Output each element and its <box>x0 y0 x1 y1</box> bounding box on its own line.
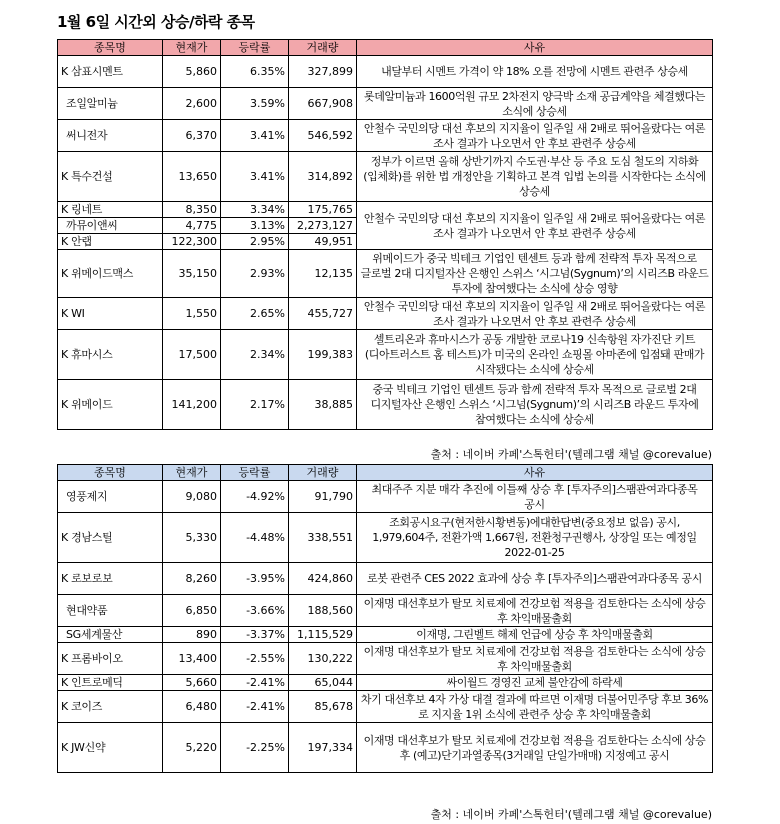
stock-name: K 코이즈 <box>58 691 163 723</box>
header-price: 현재가 <box>163 465 221 481</box>
stock-name: K 삼표시멘트 <box>58 56 163 88</box>
stock-name: K 경남스틸 <box>58 513 163 563</box>
rising-stocks-table <box>57 39 713 430</box>
table-row <box>58 120 713 152</box>
stock-price: 8,350 <box>163 202 221 218</box>
stock-change: -3.37% <box>221 627 289 643</box>
stock-name: 조일알미늄 <box>58 88 163 120</box>
stock-volume: 1,115,529 <box>289 627 357 643</box>
stock-name: 까뮤이앤씨 <box>58 218 163 234</box>
stock-name: K 위메이드맥스 <box>58 250 163 298</box>
stock-price: 1,550 <box>163 298 221 330</box>
stock-volume: 546,592 <box>289 120 357 152</box>
stock-change: 2.93% <box>221 250 289 298</box>
page-title: 1월 6일 시간외 상승/하락 종목 <box>57 13 255 31</box>
stock-volume: 327,899 <box>289 56 357 88</box>
table-row <box>58 88 713 120</box>
stock-change: 2.34% <box>221 330 289 380</box>
stock-volume: 2,273,127 <box>289 218 357 234</box>
stock-change: -2.41% <box>221 675 289 691</box>
stock-change: 2.95% <box>221 234 289 250</box>
header-name: 종목명 <box>58 40 163 56</box>
stock-reason: 위메이드가 중국 빅테크 기업인 텐센트 등과 함께 전략적 투자 목적으로 글로벌 2대 디지털자산 은행인 스위스 ‘시그넘(Sygnum)’의 시리즈B 라운드 투자에 참여했다는 소식에 상승 영향 <box>357 250 713 298</box>
stock-price: 5,330 <box>163 513 221 563</box>
header-change: 등락률 <box>221 40 289 56</box>
stock-name: K 안랩 <box>58 234 163 250</box>
table-row <box>58 643 713 675</box>
stock-change: 3.34% <box>221 202 289 218</box>
stock-volume: 65,044 <box>289 675 357 691</box>
stock-reason: 내달부터 시멘트 가격이 약 18% 오를 전망에 시멘트 관련주 상승세 <box>357 56 713 88</box>
stock-volume: 338,551 <box>289 513 357 563</box>
stock-volume: 199,383 <box>289 330 357 380</box>
stock-reason: 로봇 관련주 CES 2022 효과에 상승 후 [투자주의]스팸관여과다종목 공시 <box>357 563 713 595</box>
stock-price: 5,220 <box>163 723 221 773</box>
stock-change: -2.25% <box>221 723 289 773</box>
stock-reason: 이재명, 그린벨트 해제 언급에 상승 후 차익매물출회 <box>357 627 713 643</box>
falling-stocks-table <box>57 464 713 773</box>
stock-reason: 안철수 국민의당 대선 후보의 지지율이 일주일 새 2배로 뛰어올랐다는 여론 조사 결과가 나오면서 안 후보 관련주 상승세 <box>357 298 713 330</box>
stock-volume: 49,951 <box>289 234 357 250</box>
stock-change: -4.92% <box>221 481 289 513</box>
stock-name: K 로보로보 <box>58 563 163 595</box>
stock-name: SG세계물산 <box>58 627 163 643</box>
stock-name: K WI <box>58 298 163 330</box>
stock-change: -2.41% <box>221 691 289 723</box>
stock-volume: 91,790 <box>289 481 357 513</box>
stock-reason: 이재명 대선후보가 탈모 치료제에 건강보험 적용을 검토한다는 소식에 상승 후 차익매물출회 <box>357 643 713 675</box>
stock-reason: 차기 대선후보 4자 가상 대결 결과에 따르면 이재명 더불어민주당 후보 36%로 지지율 1위 소식에 관련주 상승 후 차익매물출회 <box>357 691 713 723</box>
stock-reason: 조회공시요구(현저한시황변동)에대한답변(중요정보 없음) 공시, 1,979,604주, 전환가액 1,667원, 전환청구권행사, 상장일 또는 예정일 2022-01-25 <box>357 513 713 563</box>
stock-volume: 12,135 <box>289 250 357 298</box>
stock-price: 17,500 <box>163 330 221 380</box>
stock-name: K 휴마시스 <box>58 330 163 380</box>
stock-reason: 싸이월드 경영진 교체 불안감에 하락세 <box>357 675 713 691</box>
stock-change: -3.66% <box>221 595 289 627</box>
table-row <box>58 595 713 627</box>
stock-change: -4.48% <box>221 513 289 563</box>
stock-reason: 셀트리온과 휴마시스가 공동 개발한 코로나19 신속항원 자가진단 키트(디아트러스트 홈 테스트)가 미국의 온라인 쇼핑몰 아마존에 입점돼 판매가 시작됐다는 소식에 상승세 <box>357 330 713 380</box>
stock-volume: 197,334 <box>289 723 357 773</box>
table-row <box>58 691 713 723</box>
stock-change: -2.55% <box>221 643 289 675</box>
table-row <box>58 298 713 330</box>
header-change: 등락률 <box>221 465 289 481</box>
source-note: 출처 : 네이버 카페'스톡헌터'(텔레그램 채널 @corevalue) <box>430 808 712 821</box>
stock-volume: 424,860 <box>289 563 357 595</box>
stock-name: K 프롬바이오 <box>58 643 163 675</box>
stock-price: 6,370 <box>163 120 221 152</box>
stock-price: 122,300 <box>163 234 221 250</box>
table-row <box>58 152 713 202</box>
stock-price: 4,775 <box>163 218 221 234</box>
stock-price: 13,400 <box>163 643 221 675</box>
stock-change: -3.95% <box>221 563 289 595</box>
stock-name: K 특수건설 <box>58 152 163 202</box>
stock-reason: 안철수 국민의당 대선 후보의 지지율이 일주일 새 2배로 뛰어올랐다는 여론 조사 결과가 나오면서 안 후보 관련주 상승세 <box>357 202 713 250</box>
stock-volume: 455,727 <box>289 298 357 330</box>
stock-volume: 38,885 <box>289 380 357 430</box>
stock-name: K 위메이드 <box>58 380 163 430</box>
table-header-row <box>58 465 713 481</box>
table-row <box>58 675 713 691</box>
stock-name: 현대약품 <box>58 595 163 627</box>
header-name: 종목명 <box>58 465 163 481</box>
stock-price: 141,200 <box>163 380 221 430</box>
header-volume: 거래량 <box>289 40 357 56</box>
stock-reason: 이재명 대선후보가 탈모 치료제에 건강보험 적용을 검토한다는 소식에 상승 후 (예고)단기과열종목(3거래일 단일가매매) 지정예고 공시 <box>357 723 713 773</box>
stock-reason: 롯데알미늄과 1600억원 규모 2차전지 양극박 소재 공급계약을 체결했다는 소식에 상승세 <box>357 88 713 120</box>
stock-name: K 링네트 <box>58 202 163 218</box>
stock-change: 3.13% <box>221 218 289 234</box>
stock-price: 5,660 <box>163 675 221 691</box>
stock-volume: 175,765 <box>289 202 357 218</box>
table-row <box>58 723 713 773</box>
stock-price: 5,860 <box>163 56 221 88</box>
table-row <box>58 481 713 513</box>
stock-price: 9,080 <box>163 481 221 513</box>
header-reason: 사유 <box>357 40 713 56</box>
stock-change: 2.65% <box>221 298 289 330</box>
stock-change: 3.41% <box>221 152 289 202</box>
stock-price: 2,600 <box>163 88 221 120</box>
stock-price: 6,480 <box>163 691 221 723</box>
stock-change: 2.17% <box>221 380 289 430</box>
table-row <box>58 202 713 218</box>
stock-volume: 85,678 <box>289 691 357 723</box>
stock-volume: 188,560 <box>289 595 357 627</box>
stock-change: 3.59% <box>221 88 289 120</box>
table-row <box>58 380 713 430</box>
stock-reason: 중국 빅테크 기업인 텐센트 등과 함께 전략적 투자 목적으로 글로벌 2대 디지털자산 은행인 스위스 ‘시그넘(Sygnum)’의 시리즈B 라운드 투자에 참여했다는 소식에 상승세 <box>357 380 713 430</box>
stock-change: 6.35% <box>221 56 289 88</box>
table-row <box>58 250 713 298</box>
stock-change: 3.41% <box>221 120 289 152</box>
stock-price: 13,650 <box>163 152 221 202</box>
table-row <box>58 627 713 643</box>
stock-reason: 이재명 대선후보가 탈모 치료제에 건강보험 적용을 검토한다는 소식에 상승 후 차익매물출회 <box>357 595 713 627</box>
stock-name: 영풍제지 <box>58 481 163 513</box>
stock-reason: 최대주주 지분 매각 추진에 이틀째 상승 후 [투자주의]스팸관여과다종목 공시 <box>357 481 713 513</box>
stock-volume: 667,908 <box>289 88 357 120</box>
stock-name: K 인트로메딕 <box>58 675 163 691</box>
stock-name: K JW신약 <box>58 723 163 773</box>
header-reason: 사유 <box>357 465 713 481</box>
table-row <box>58 563 713 595</box>
table-row <box>58 330 713 380</box>
stock-price: 6,850 <box>163 595 221 627</box>
table-header-row <box>58 40 713 56</box>
stock-price: 35,150 <box>163 250 221 298</box>
table-row <box>58 513 713 563</box>
source-note: 출처 : 네이버 카페'스톡헌터'(텔레그램 채널 @corevalue) <box>430 448 712 461</box>
stock-price: 890 <box>163 627 221 643</box>
header-price: 현재가 <box>163 40 221 56</box>
stock-reason: 정부가 이르면 올해 상반기까지 수도권·부산 등 주요 도심 철도의 지하화(입체화)를 위한 법 개정안을 기획하고 본격 입법 논의를 시작한다는 소식에 상승세 <box>357 152 713 202</box>
stock-volume: 314,892 <box>289 152 357 202</box>
stock-volume: 130,222 <box>289 643 357 675</box>
header-volume: 거래량 <box>289 465 357 481</box>
table-row <box>58 56 713 88</box>
stock-name: 써니전자 <box>58 120 163 152</box>
stock-reason: 안철수 국민의당 대선 후보의 지지율이 일주일 새 2배로 뛰어올랐다는 여론 조사 결과가 나오면서 안 후보 관련주 상승세 <box>357 120 713 152</box>
stock-price: 8,260 <box>163 563 221 595</box>
